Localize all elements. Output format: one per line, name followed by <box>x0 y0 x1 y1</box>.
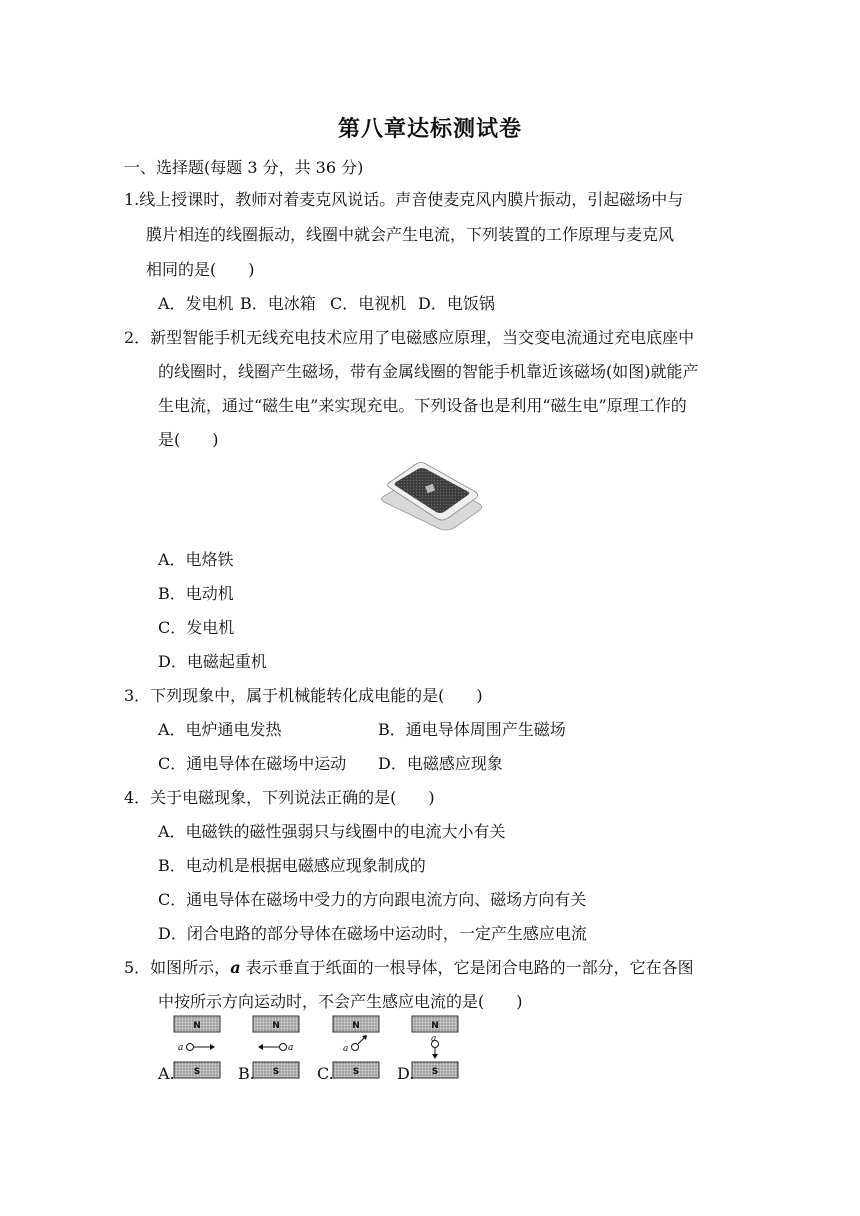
conductor-label: a <box>343 1044 349 1054</box>
motion-arrow <box>358 1037 365 1044</box>
south-pole-label: S <box>431 1067 439 1077</box>
q2-line-4: 是( ) <box>158 430 219 449</box>
q5-choice-c[interactable]: C. <box>317 1064 334 1083</box>
q5-choice-b[interactable]: B. <box>238 1064 255 1083</box>
q4-stem: 4．关于电磁现象，下列说法正确的是( ) <box>124 788 435 807</box>
q1-option-a[interactable]: A．发电机 <box>158 294 234 313</box>
north-pole-label: N <box>431 1021 439 1031</box>
north-pole-label: N <box>352 1021 360 1031</box>
conductor-label: a <box>431 1034 437 1044</box>
q4-option-b[interactable]: B．电动机是根据电磁感应现象制成的 <box>158 856 426 875</box>
q1-line-3: 相同的是( ) <box>146 260 255 279</box>
q1-option-b[interactable]: B．电冰箱 <box>240 294 316 313</box>
q1-line-1: 1.线上授课时，教师对着麦克风说话。声音使麦克风内膜片振动，引起磁场中与 <box>124 190 684 209</box>
q1-options <box>158 294 495 314</box>
q5-line-1-post: 表示垂直于纸面的一根导体，它是闭合电路的一部分，它在各图 <box>240 958 694 977</box>
q3-option-d[interactable]: D．电磁感应现象 <box>378 754 503 773</box>
q5-variable-a: a <box>230 958 241 977</box>
q1-option-d[interactable]: D．电饭锅 <box>418 294 495 313</box>
q5-line-1-pre: 5．如图所示， <box>124 958 231 977</box>
q2-line-3: 生电流，通过“磁生电”来实现充电。下列设备也是利用“磁生电”原理工作的 <box>158 396 687 415</box>
q2-line-2: 的线圈时，线圈产生磁场，带有金属线圈的智能手机靠近该磁场(如图)就能产 <box>158 362 699 381</box>
conductor-label: a <box>288 1043 294 1053</box>
q2-line-1: 2．新型智能手机无线充电技术应用了电磁感应原理，当交变电流通过充电底座中 <box>124 328 695 347</box>
section-heading: 一、选择题(每题 3 分，共 36 分) <box>124 158 364 177</box>
q3-option-c[interactable]: C．通电导体在磁场中运动 <box>158 754 347 773</box>
north-pole-label: N <box>193 1021 201 1031</box>
arrow-head <box>210 1044 215 1050</box>
q5-magnet-diagram <box>150 1014 480 1086</box>
conductor-circle <box>280 1044 287 1051</box>
q1-option-c[interactable]: C．电视机 <box>330 294 407 313</box>
q2-option-b[interactable]: B．电动机 <box>158 584 234 603</box>
magnet-setup-a <box>174 1016 220 1078</box>
conductor-label: a <box>178 1043 184 1053</box>
q4-option-a[interactable]: A．电磁铁的磁性强弱只与线圈中的电流大小有关 <box>158 822 506 841</box>
q2-option-a[interactable]: A．电烙铁 <box>158 550 234 569</box>
q3-option-a[interactable]: A．电炉通电发热 <box>158 720 282 739</box>
magnet-setup-b <box>253 1016 299 1078</box>
q5-choice-d[interactable]: D. <box>397 1064 415 1083</box>
south-pole-label: S <box>193 1067 201 1077</box>
q3-option-b[interactable]: B．通电导体周围产生磁场 <box>378 720 566 739</box>
q5-line-2: 中按所示方向运动时，不会产生感应电流的是( ) <box>158 992 523 1011</box>
q2-option-c[interactable]: C．发电机 <box>158 618 235 637</box>
south-pole-label: S <box>272 1067 280 1077</box>
conductor-circle <box>187 1044 194 1051</box>
q5-line-1 <box>124 958 694 978</box>
page-title: 第八章达标测试卷 <box>337 117 522 142</box>
south-pole-label: S <box>352 1067 360 1077</box>
north-pole-label: N <box>272 1021 280 1031</box>
magnet-setup-d <box>412 1016 458 1078</box>
q1-line-2: 膜片相连的线圈振动，线圈中就会产生电流，下列装置的工作原理与麦克风 <box>146 225 675 244</box>
arrow-head <box>258 1044 263 1050</box>
magnet-setup-c <box>333 1016 379 1078</box>
q2-option-d[interactable]: D．电磁起重机 <box>158 652 267 671</box>
conductor-circle <box>352 1044 359 1051</box>
q4-option-c[interactable]: C．通电导体在磁场中受力的方向跟电流方向、磁场方向有关 <box>158 890 587 909</box>
q3-stem: 3．下列现象中，属于机械能转化成电能的是( ) <box>124 686 483 705</box>
arrow-head <box>432 1054 438 1059</box>
wireless-charging-phone-image <box>376 458 486 534</box>
q5-choice-a[interactable]: A. <box>158 1064 175 1083</box>
q4-option-d[interactable]: D．闭合电路的部分导体在磁场中运动时，一定产生感应电流 <box>158 924 587 943</box>
